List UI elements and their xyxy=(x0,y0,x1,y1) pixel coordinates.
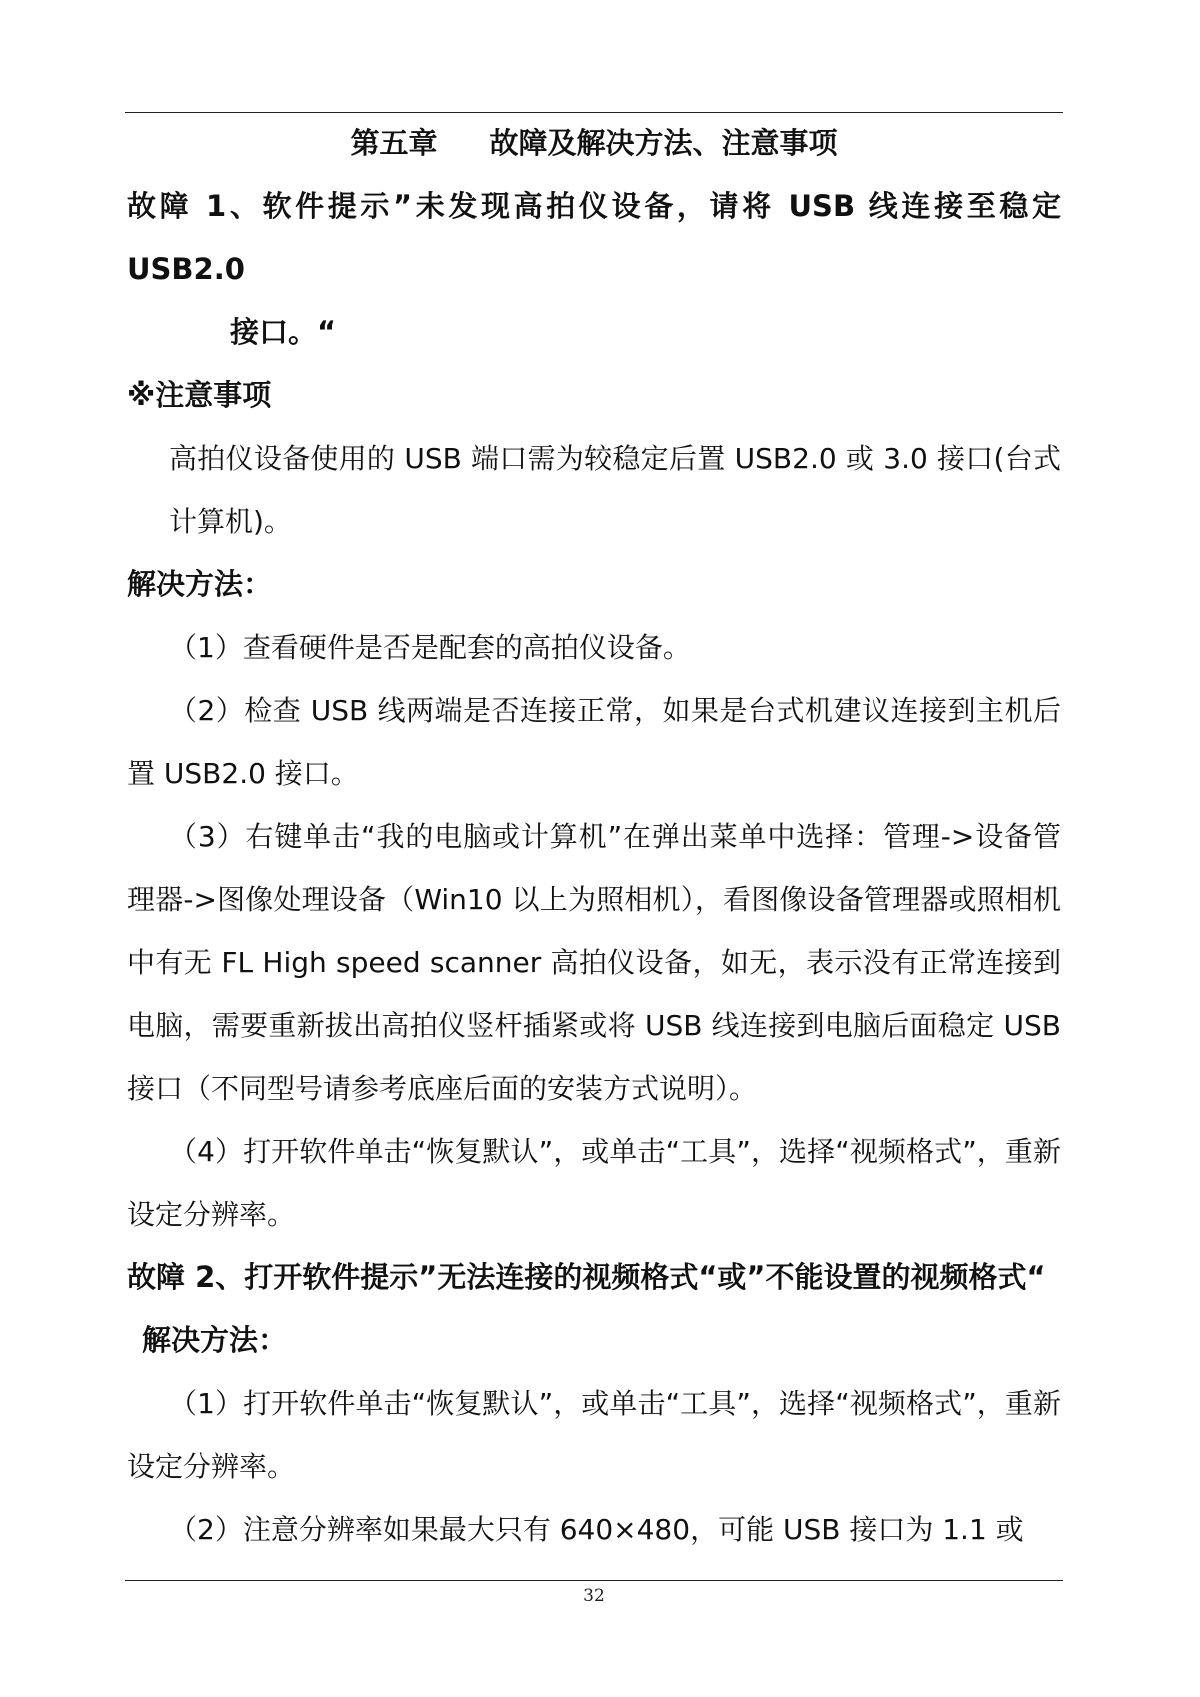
fault-1-heading-line-2: 接口。“ xyxy=(230,315,337,349)
fault-1-heading-line-1: 故障 1、软件提示”未发现高拍仪设备，请将 USB 线连接至稳定 USB2.0 xyxy=(127,189,1061,286)
chapter-number: 第五章 xyxy=(350,126,438,160)
fault-2-solution-title: 解决方法： xyxy=(142,1323,288,1357)
fault-2-heading: 故障 2、打开软件提示”无法连接的视频格式“或”不能设置的视频格式“ xyxy=(127,1260,1046,1294)
chapter-title-text: 故障及解决方法、注意事项 xyxy=(489,126,838,160)
chapter-title xyxy=(127,112,1061,175)
fault-1-step-4: （4）打开软件单击“恢复默认”，或单击“工具”，选择“视频格式”，重新设定分辨率。 xyxy=(127,1135,1061,1231)
fault-1-heading xyxy=(127,175,1061,364)
footer-rule xyxy=(125,1580,1063,1581)
fault-1-step-2: （2）检查 USB 线两端是否连接正常，如果是台式机建议连接到主机后置 USB2.0 接口。 xyxy=(127,694,1061,790)
fault-2-step-1: （1）打开软件单击“恢复默认”，或单击“工具”，选择“视频格式”，重新设定分辨率。 xyxy=(127,1387,1061,1483)
fault-1-step-1: （1）查看硬件是否是配套的高拍仪设备。 xyxy=(169,631,691,664)
fault-1-solution-title: 解决方法： xyxy=(127,567,273,601)
fault-2-step-2: （2）注意分辨率如果最大只有 640×480，可能 USB 接口为 1.1 或 xyxy=(169,1513,1024,1546)
note-body: 高拍仪设备使用的 USB 端口需为较稳定后置 USB2.0 或 3.0 接口(台式计算机)。 xyxy=(169,442,1061,538)
page-content xyxy=(127,112,1061,1561)
fault-1-step-3: （3）右键单击“我的电脑或计算机”在弹出菜单中选择：管理->设备管理器->图像处理设备（Win10 以上为照相机），看图像设备管理器或照相机中有无 FL High speed scanner 高拍仪设备，如无，表示没有正常连接到电脑，需要重新拔出高拍仪竖杆插紧或将 USB 线连接到电脑后面稳定 USB 接口（不同型号请参考底座后面的安装方式说明）。 xyxy=(127,820,1061,1105)
page-number: 32 xyxy=(583,1586,605,1606)
note-title: ※注意事项 xyxy=(127,378,272,412)
